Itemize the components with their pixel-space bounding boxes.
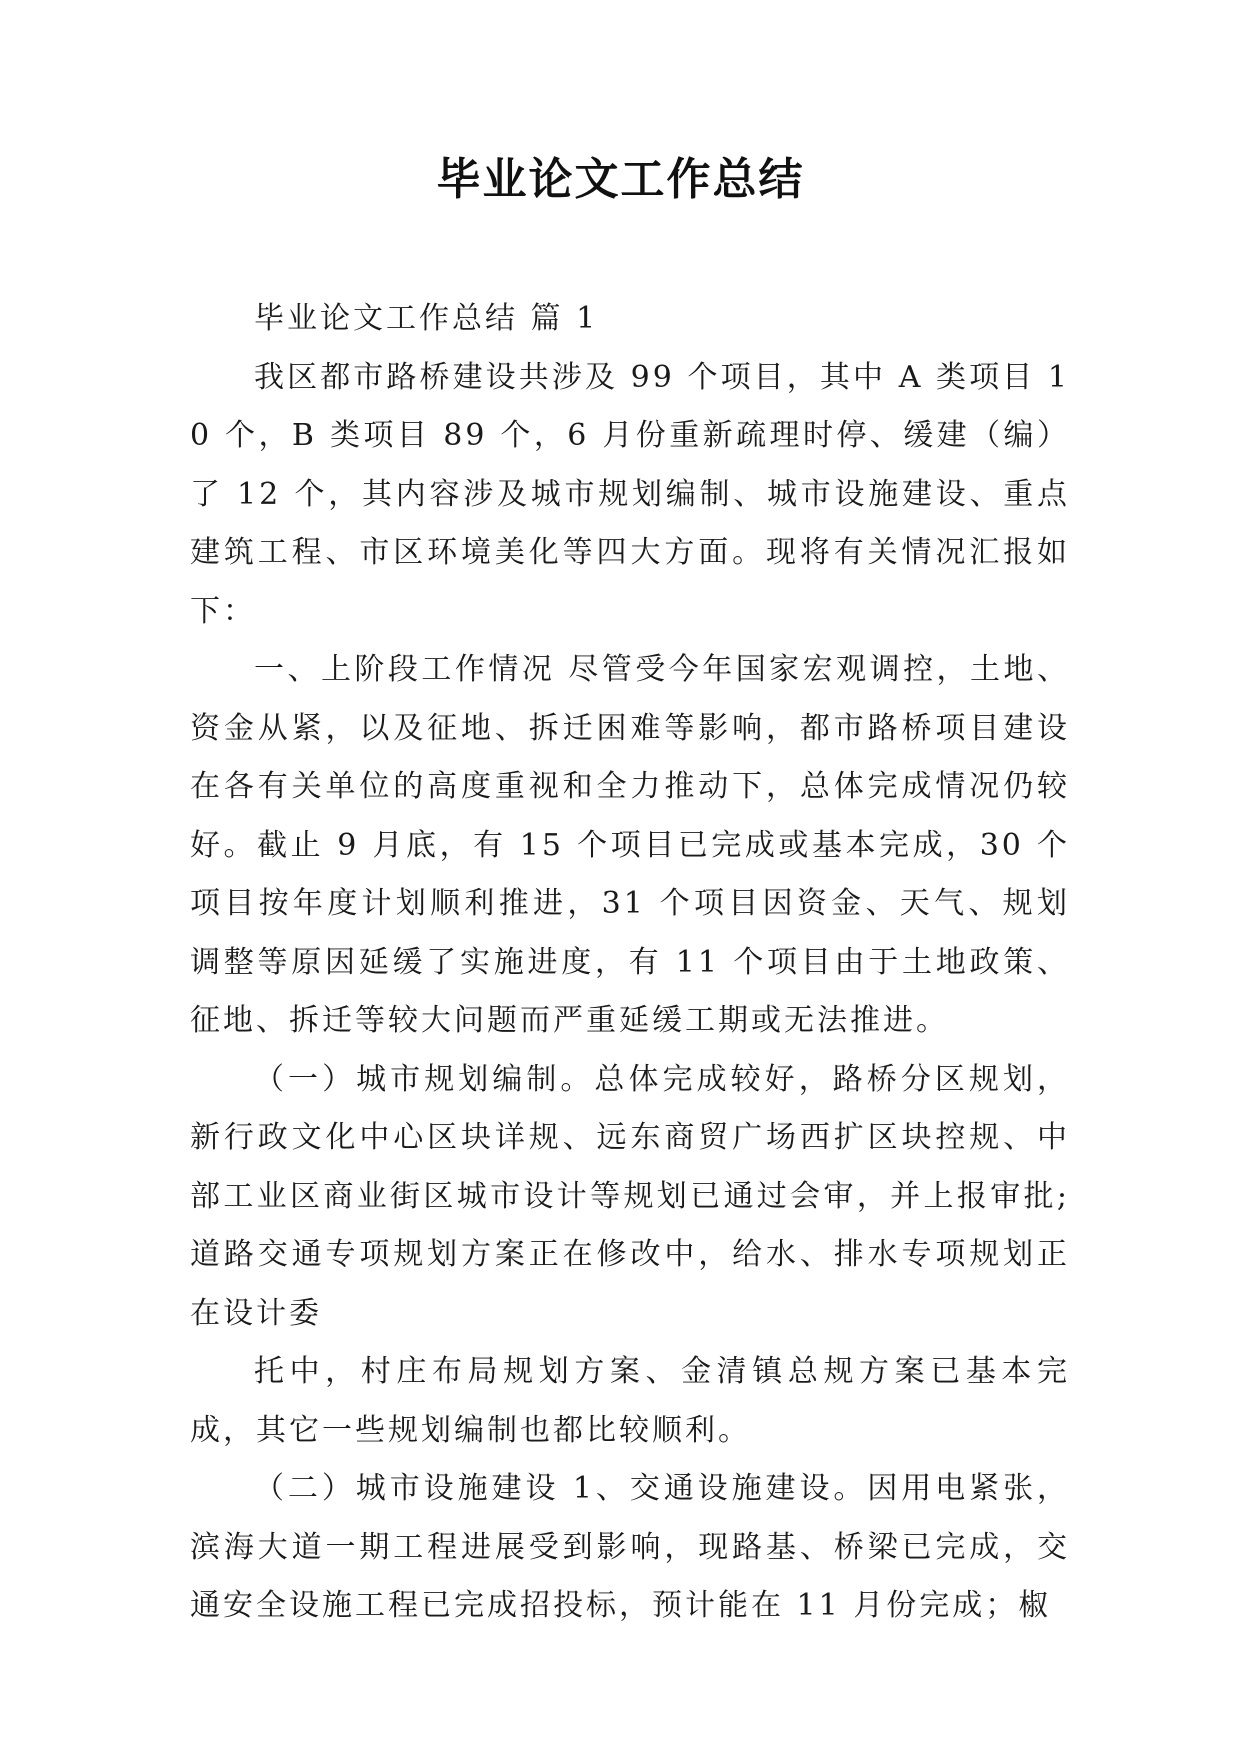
document-title: 毕业论文工作总结 bbox=[436, 154, 805, 205]
paragraph-intro: 我区都市路桥建设共涉及 99 个项目，其中 A 类项目 10 个，B 类项目 89 个，6 月份重新疏理时停、缓建（编）了 12 个，其内容涉及城市规划编制、城市设施建设、重点建筑工程、市区环境美化等四大方面。现将有关情况汇报如下： bbox=[190, 359, 1070, 629]
document-body bbox=[190, 290, 1070, 1636]
paragraph-previous-stage: 一、上阶段工作情况 尽管受今年国家宏观调控，土地、资金从紧，以及征地、拆迁困难等影响，都市路桥项目建设在各有关单位的高度重视和全力推动下，总体完成情况仍较好。截止 9 月底，有 15 个项目已完成或基本完成，30 个项目按年度计划顺利推进，31 个项目因资金、天气、规划调整等原因延缓了实施进度，有 11 个项目由于土地政策、征地、拆迁等较大问题而严重延缓工期或无法推进。 bbox=[190, 652, 1070, 1038]
paragraph-urban-planning: （一）城市规划编制。总体完成较好，路桥分区规划，新行政文化中心区块详规、远东商贸广场西扩区块控规、中部工业区商业街区城市设计等规划已通过会审，并上报审批;道路交通专项规划方案正在修改中，给水、排水专项规划正在设计委 bbox=[190, 1061, 1070, 1331]
section-heading: 毕业论文工作总结 篇 1 bbox=[254, 301, 599, 336]
paragraph-planning-continued: 托中，村庄布局规划方案、金清镇总规方案已基本完成，其它一些规划编制也都比较顺利。 bbox=[190, 1354, 1070, 1448]
paragraph-facility-construction: （二）城市设施建设 1、交通设施建设。因用电紧张，滨海大道一期工程进展受到影响，现路基、桥梁已完成，交通安全设施工程已完成招投标，预计能在 11 月份完成；椒 bbox=[190, 1471, 1070, 1623]
